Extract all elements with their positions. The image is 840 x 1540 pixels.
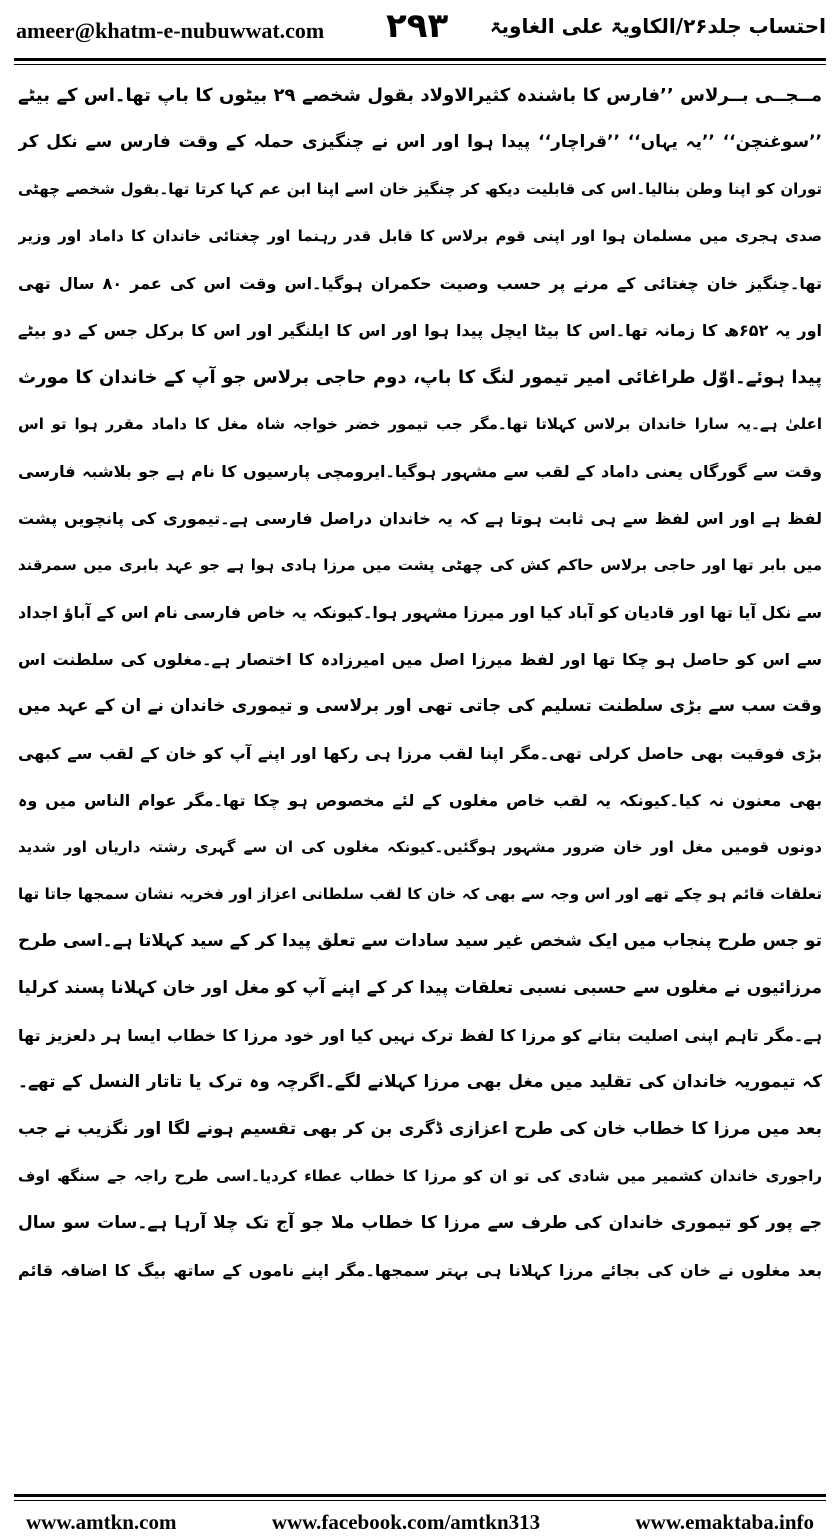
book-title: احتساب جلد۲۶/الکاویۃ علی الغاویۃ xyxy=(489,14,826,38)
footer-link-facebook[interactable]: www.facebook.com/amtkn313 xyxy=(271,1509,541,1534)
text-line: راجوری خاندان کشمیر میں شادی کی تو ان کو مرزا کا خطاب عطاء کردیا۔اسی طرح راجہ جے سنگھ اوف xyxy=(18,1167,822,1185)
text-line: پیدا ہوئے۔اوّل طراغائی امیر تیمور لنگ کا باپ، دوم حاجی برلاس جو آپ کے خاندان کا مورث xyxy=(18,367,822,388)
footer-link-emaktaba[interactable]: www.emaktaba.info xyxy=(635,1509,814,1534)
text-line: سے اس کو حاصل ہو چکا تھا اور لفظ میرزا اصل میں امیرزادہ کا اختصار ہے۔مغلوں کی سلطنت اس xyxy=(18,650,822,669)
footer-link-amtkn[interactable]: www.amtkn.com xyxy=(26,1509,177,1534)
text-line: بڑی فوقیت بھی حاصل کرلی تھی۔مگر اپنا لقب مرزا ہی رکھا اور اپنے آپ کو خان کے لقب سے کبھی xyxy=(18,744,822,763)
header-email: ameer@khatm-e-nubuwwat.com xyxy=(16,18,325,43)
text-line: جے پور کو تیموری خاندان کی طرف سے مرزا کا خطاب ملا جو آج تک چلا آرہا ہے۔سات سو سال xyxy=(18,1213,822,1233)
text-line: مــجــی بــرلاس ’’فارس کا باشندہ کثیرالاولاد بقول شخصے ۲۹ بیٹوں کا باپ تھا۔اس کے بیٹے xyxy=(18,85,822,106)
text-line: توران کو اپنا وطن بنالیا۔اس کی قابلیت دیکھ کر چنگیز خان اسے اپنا ابن عم کہا کرتا تھا۔بقول شخصے چھٹی xyxy=(18,180,822,198)
text-line: تھا۔چنگیز خان چغتائی کے مرنے پر حسب وصیت حکمران ہوگیا۔اس وقت اس کی عمر ۸۰ سال تھی xyxy=(18,274,822,293)
footer-rule-thin xyxy=(14,1500,826,1501)
text-line: اور یہ ۶۵۲ھ کا زمانہ تھا۔اس کا بیٹا ایچل پیدا ہوا اور اس کا ایلنگیر اور اس کا برکل جس کے دو بیٹے xyxy=(18,321,822,340)
text-line: لفظ ہے اور اس لفظ سے ہی ثابت ہوتا ہے کہ یہ خاندان دراصل فارسی ہے۔تیموری کی پانچویں پشت xyxy=(18,509,822,528)
text-line: بھی معنون نہ کیا۔کیونکہ یہ لقب خاص مغلوں کے لئے مخصوص ہو چکا تھا۔مگر عوام الناس میں وہ xyxy=(18,791,822,810)
header-rule-thick xyxy=(14,58,826,61)
text-line: ہے۔مگر تاہم اپنی اصلیت بتانے کو مرزا کا لفظ ترک نہیں کیا اور خود مرزا کا خطاب ایسا ہر دلعزیز تھا xyxy=(18,1026,822,1045)
page-header xyxy=(0,0,840,60)
text-line: اعلیٰ ہے۔یہ سارا خاندان برلاس کہلاتا تھا۔مگر جب تیمور خضر خواجہ شاہ مغل کا داماد مقرر ہوا تو اس xyxy=(18,415,822,433)
text-line: وقت سے گورگاں یعنی داماد کے لقب سے مشہور ہوگیا۔ایرومچی پارسیوں کا نام ہے جو بلاشبہ فارسی xyxy=(18,462,822,481)
text-line: بعد مغلوں نے خان کی بجائے مرزا کہلانا ہی بہتر سمجھا۔مگر اپنے ناموں کے ساتھ بیگ کا اضافہ قائم xyxy=(18,1261,822,1280)
text-line: سے نکل آیا تھا اور قادیان کو آباد کیا اور میرزا مشہور ہوا۔کیونکہ یہ خاص فارسی نام اس کے آباؤ اجداد xyxy=(18,603,822,622)
text-line: بعد میں مرزا کا خطاب خان کی طرح اعزازی ڈگری بن کر بھی تقسیم ہونے لگا اور نگزیب نے جب xyxy=(18,1119,822,1139)
text-line: صدی ہجری میں مسلمان ہوا اور اپنی قوم برلاس کا قابل قدر رہنما اور چغتائی خاندان کا داماد اور وزیر xyxy=(18,227,822,245)
text-line: تو جس طرح پنجاب میں ایک شخص غیر سید سادات سے تعلق پیدا کر کے سید کہلاتا ہے۔اسی طرح xyxy=(18,931,822,951)
text-line: ’’سوغنچن‘‘ ’’یہ یہاں‘‘ ’’قراچار‘‘ پیدا ہوا اور اس نے چنگیزی حملہ کے وقت فارس سے نکل کر xyxy=(18,132,822,152)
page-body xyxy=(18,72,822,1294)
page-footer xyxy=(0,1504,840,1540)
page-number: ۲۹۳ xyxy=(386,6,449,46)
footer-rule-thick xyxy=(14,1494,826,1497)
text-line: کہ تیموریہ خاندان کی تقلید میں مغل بھی مرزا کہلانے لگے۔اگرچہ وہ ترک یا تاتار النسل کے تھے۔ xyxy=(18,1072,822,1092)
text-line: میں بابر تھا اور حاجی برلاس حاکم کش کی چھٹی پشت میں مرزا ہادی ہوا ہے جو عہد بابری میں سمرقند xyxy=(18,556,822,574)
header-rule-thin xyxy=(14,64,826,65)
text-line: تعلقات قائم ہو چکے تھے اور اس وجہ سے بھی کہ خان کا لقب سلطانی اعزاز اور فخریہ نشان سمجھا جاتا تھا xyxy=(18,885,822,903)
text-line: وقت سب سے بڑی سلطنت تسلیم کی جاتی تھی اور برلاسی و تیموری خاندان نے ان کے عہد میں xyxy=(18,696,822,716)
text-line: دونوں قومیں مغل اور خان ضرور مشہور ہوگئیں۔کیونکہ مغلوں کی ان سے گہری رشتہ داریاں اور شدید xyxy=(18,838,822,856)
text-line: مرزائیوں نے مغلوں سے حسبی نسبی تعلقات پیدا کر کے اپنے آپ کو مغل اور خان کہلانا پسند کرلیا xyxy=(18,978,822,998)
